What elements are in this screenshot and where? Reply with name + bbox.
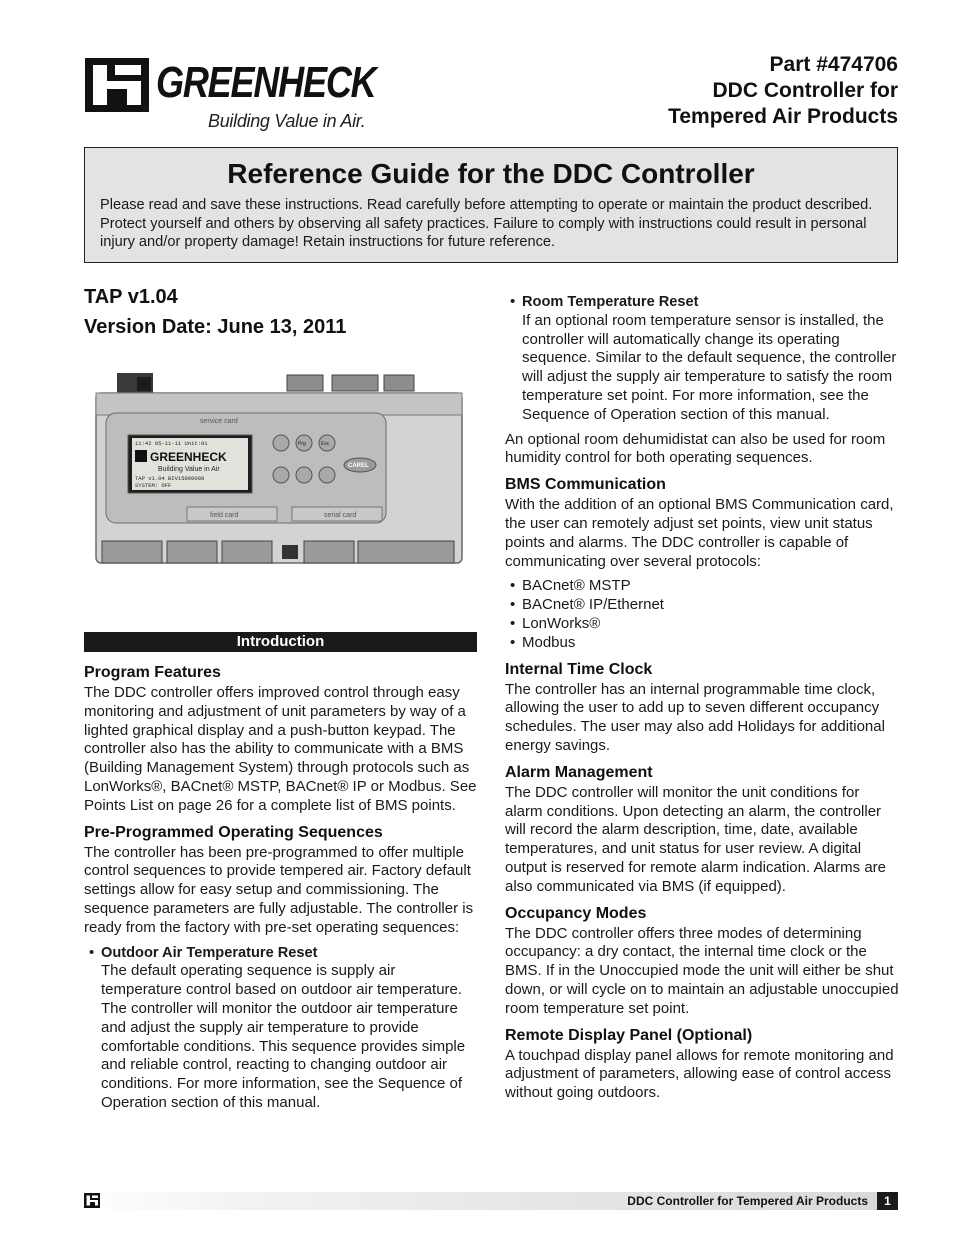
bms-text: With the addition of an optional BMS Communication card, the user can remotely adjust set points, view unit status points and alarms. The DDC controller is capable of communicating over several protocols:: [505, 496, 894, 570]
remote-display-text: A touchpad display panel allows for remote monitoring and adjustment of parameters, allowing ease of control access without going outdoors.: [505, 1046, 894, 1102]
part-number: Part #474706: [769, 53, 898, 76]
list-item: [505, 596, 900, 615]
serial-card-label: serial card: [324, 512, 357, 519]
version-block: [84, 282, 346, 342]
greenheck-logo-mark-icon: [84, 57, 150, 113]
occupancy-heading: Occupancy Modes: [505, 904, 647, 922]
program-features-text: The DDC controller offers improved control through easy monitoring and adjustment of unit parameters by way of a lighted graphical display and a push-button keypad. The controller also has the ability to communicate with a BMS (Building Management System) through protocols such as LonWorks®, BACnet® MSTP, BACnet® IP or Modbus. See Points List on page 26 for a complete list of BMS points.: [84, 684, 477, 814]
prg-button-label: Prg: [298, 441, 306, 447]
reference-box: [84, 147, 898, 263]
version-date: Version Date: June 13, 2011: [84, 316, 347, 338]
page-number: 1: [877, 1192, 898, 1210]
bms-heading: BMS Communication: [505, 476, 666, 494]
right-column: [505, 293, 900, 1109]
tap-version: TAP v1.04: [84, 286, 178, 308]
brand-tagline: Building Value in Air.: [208, 111, 366, 131]
alarm-heading: Alarm Management: [505, 763, 653, 781]
room-reset-text: If an optional room temperature sensor is installed, the controller will automatically change its operating sequence. Similar to the default sequence, the controller will adjust the supply air temperature to satisfy the room temperature set point. For more information, see the Sequence of Operation section of this manual.: [522, 311, 897, 423]
protocol-label: Modbus: [522, 633, 576, 651]
protocol-label: BACnet® MSTP: [522, 577, 631, 595]
screen-tagline: Building Value in Air: [158, 466, 220, 473]
registered-mark: ®: [142, 103, 149, 113]
bms-protocol-list: [505, 577, 900, 652]
preprogrammed-text: The controller has been pre-programmed to offer multiple control sequences to provide tempered air. Factory default settings allow for easy setup and commissioning. The sequence parameters are fully adjustable. The controller is ready from the factory with pre-set operating sequences:: [84, 843, 474, 936]
outdoor-reset-title: Outdoor Air Temperature Reset: [101, 944, 318, 961]
dehumidistat-text: An optional room dehumidistat can also be used for room humidity control for both operating sequences.: [505, 430, 886, 467]
list-item: [505, 615, 900, 634]
outdoor-reset-text: The default operating sequence is supply air temperature control based on outdoor air temperature. The controller will monitor the outdoor air temperature and adjust the supply air temperature to provide comfortable conditions. This sequence provides simple and reliable control, reacting to changing outdoor air conditions. For more information, see the Sequence of Operation section of this manual.: [101, 962, 466, 1111]
bullet-dot: •: [89, 943, 95, 961]
introduction-bar: Introduction: [84, 632, 477, 652]
outdoor-reset-item: [84, 944, 479, 1113]
bullet-dot: •: [510, 577, 516, 595]
alarm-text: The DDC controller will monitor the unit conditions for alarm conditions. Upon detecting an alarm, the controller will record the alarm description, time, date, available temperatures, and unit status for user review. A digital output is reserved for remote alarm indication. Alarms are also communicated via BMS (if equipped).: [505, 783, 886, 895]
bullet-dot: •: [510, 293, 516, 310]
screen-line1: 11:42 05-11-11 Unit:01: [135, 440, 208, 447]
reference-title: Reference Guide for the DDC Controller: [227, 158, 755, 189]
screen-brand: GREENHECK: [150, 450, 227, 464]
bullet-dot: •: [510, 614, 516, 632]
clock-heading: Internal Time Clock: [505, 660, 653, 678]
protocol-label: LonWorks®: [522, 614, 601, 632]
room-reset-item: [505, 293, 900, 425]
list-item: [505, 577, 900, 596]
occupancy-text: The DDC controller offers three modes of determining occupancy: a dry contact, the internal time clock or the BMS. If in the Unoccupied mode the unit will either be shut down, or will cycle on to maintain an adjustable unoccupied room temperature set point.: [505, 924, 899, 1017]
safety-notice: Please read and save these instructions. Read carefully before attempting to operate or maintain the product described. Protect yourself and others by observing all safety practices. Failure to comply with instructions could result in personal injury and/or property damage! Retain instructions for future reference.: [100, 197, 873, 250]
preprogrammed-heading: Pre-Programmed Operating Sequences: [84, 823, 383, 841]
clock-text: The controller has an internal programmable time clock, allowing the user to add up to seven different occupancy schedules. The user may also add Holidays for additional energy savings.: [505, 680, 885, 754]
left-column: [84, 662, 479, 1113]
esc-button-label: Esc: [321, 441, 330, 447]
greenheck-footer-icon: [84, 1193, 102, 1209]
remote-display-heading: Remote Display Panel (Optional): [505, 1026, 753, 1044]
ddc-controller-image: [92, 365, 466, 590]
field-card-label: field card: [210, 512, 239, 519]
list-item: [505, 634, 900, 653]
screen-line4: TAP v1.04 BIV15000008: [135, 475, 205, 482]
bullet-dot: •: [510, 633, 516, 651]
part-title-block: [668, 52, 898, 130]
screen-line5: SYSTEM: OFF: [135, 482, 172, 489]
part-title-line1: DDC Controller for: [712, 79, 898, 102]
service-card-label: service card: [200, 418, 238, 425]
room-reset-title: Room Temperature Reset: [522, 294, 699, 310]
carel-label: CAREL: [348, 463, 369, 469]
part-title-line2: Tempered Air Products: [668, 105, 898, 128]
bullet-dot: •: [510, 596, 516, 614]
brand-name: GREENHECK: [156, 58, 376, 107]
protocol-label: BACnet® IP/Ethernet: [522, 596, 664, 614]
footer-title: DDC Controller for Tempered Air Products: [627, 1194, 868, 1208]
program-features-heading: Program Features: [84, 664, 221, 681]
greenheck-logo: [84, 55, 404, 135]
